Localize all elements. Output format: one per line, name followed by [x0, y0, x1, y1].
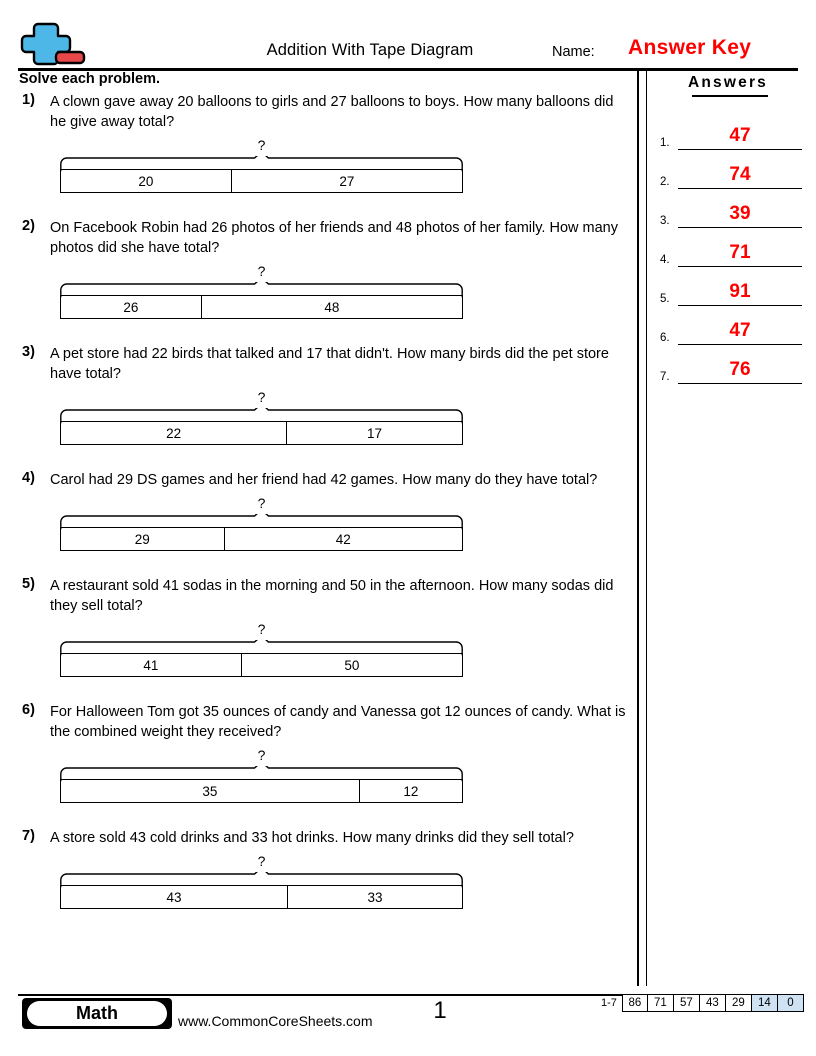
column-divider-thin	[646, 68, 647, 986]
name-label: Name:	[552, 44, 595, 60]
answers-title-underline	[692, 95, 768, 97]
problem-text: A pet store had 22 birds that talked and 17 that didn't. How many birds did the pet store have total?	[50, 346, 609, 382]
score-cell: 71	[648, 994, 674, 1012]
answer-row-line	[678, 227, 802, 228]
instructions-text: Solve each problem.	[19, 71, 161, 87]
tape-total-question-mark: ?	[257, 853, 266, 869]
tape-segment-left: 41	[61, 654, 242, 676]
score-cell: 43	[700, 994, 726, 1012]
tape-segment-left: 26	[61, 296, 202, 318]
tape-bar	[60, 295, 463, 319]
answer-key-label: Answer Key	[628, 36, 752, 59]
tape-bar	[60, 169, 463, 193]
problem-number: 5)	[22, 576, 35, 592]
tape-diagram	[60, 137, 463, 196]
problem-4	[0, 470, 636, 554]
problem-text: For Halloween Tom got 35 ounces of candy and Vanessa got 12 ounces of candy. What is the combined weight they received?	[50, 704, 626, 740]
answer-row-line	[678, 188, 802, 189]
tape-segment-left: 35	[61, 780, 360, 802]
problem-statement	[0, 218, 636, 258]
tape-diagram	[60, 495, 463, 554]
problem-text: A restaurant sold 41 sodas in the morning and 50 in the afternoon. How many sodas did they sell total?	[50, 578, 614, 614]
problem-text: On Facebook Robin had 26 photos of her friends and 48 photos of her family. How many photos did she have total?	[50, 220, 618, 256]
problem-7	[0, 828, 636, 912]
tape-segment-right: 50	[344, 657, 360, 673]
problem-1	[0, 92, 636, 196]
tape-diagram	[60, 389, 463, 448]
tape-segment-right: 33	[367, 889, 383, 905]
plus-minus-logo-icon	[18, 20, 86, 66]
page-title: Addition With Tape Diagram	[266, 41, 474, 59]
problem-statement	[0, 576, 636, 616]
problems-list	[0, 92, 636, 912]
problem-number: 2)	[22, 218, 35, 234]
answer-row-value: 76	[729, 359, 751, 380]
tape-bar	[60, 421, 463, 445]
answer-row-line	[678, 149, 802, 150]
answer-row-number: 3.	[660, 215, 670, 227]
answer-row	[660, 112, 806, 150]
tape-segment-left: 22	[61, 422, 287, 444]
problem-text: Carol had 29 DS games and her friend had 42 games. How many do they have total?	[50, 472, 598, 488]
subject-badge-label: Math	[27, 1001, 167, 1026]
problem-text: A clown gave away 20 balloons to girls and 27 balloons to boys. How many balloons did he give away total?	[50, 94, 614, 130]
answer-row-line	[678, 305, 802, 306]
tape-total-question-mark: ?	[257, 389, 266, 405]
tape-segment-right: 27	[339, 173, 355, 189]
answer-row-number: 2.	[660, 176, 670, 188]
answer-row-value: 91	[729, 281, 751, 302]
answers-panel-title: Answers	[687, 74, 768, 91]
answer-row-line	[678, 266, 802, 267]
problem-5	[0, 576, 636, 680]
answer-row	[660, 268, 806, 306]
site-url: www.CommonCoreSheets.com	[178, 1013, 373, 1029]
tape-segment-right: 48	[324, 299, 340, 315]
answer-row-line	[678, 344, 802, 345]
page-number: 1	[433, 997, 447, 1024]
tape-segment-right: 17	[367, 425, 383, 441]
tape-total-question-mark: ?	[257, 263, 266, 279]
answer-row-number: 1.	[660, 137, 670, 149]
answer-row-number: 7.	[660, 371, 670, 383]
tape-total-question-mark: ?	[257, 137, 266, 153]
problem-number: 1)	[22, 92, 35, 108]
problem-number: 7)	[22, 828, 35, 844]
tape-diagram	[60, 747, 463, 806]
tape-total-question-mark: ?	[257, 621, 266, 637]
problem-2	[0, 218, 636, 322]
tape-segment-left: 43	[61, 886, 288, 908]
score-cell: 0	[778, 994, 804, 1012]
tape-bar	[60, 527, 463, 551]
tape-diagram	[60, 263, 463, 322]
score-cell: 57	[674, 994, 700, 1012]
answer-row-value: 47	[729, 125, 751, 146]
tape-segment-left: 20	[61, 170, 232, 192]
tape-total-question-mark: ?	[257, 495, 266, 511]
problem-number: 4)	[22, 470, 35, 486]
tape-bar	[60, 779, 463, 803]
problem-statement	[0, 702, 636, 742]
problem-number: 6)	[22, 702, 35, 718]
problem-6	[0, 702, 636, 806]
answer-row-value: 74	[729, 164, 751, 185]
answer-row	[660, 151, 806, 189]
problem-number: 3)	[22, 344, 35, 360]
tape-total-question-mark: ?	[257, 747, 266, 763]
column-divider-thick	[637, 68, 639, 986]
answer-row-value: 39	[729, 203, 751, 224]
problem-statement	[0, 470, 636, 490]
score-cell: 29	[726, 994, 752, 1012]
subject-badge	[22, 998, 172, 1029]
tape-segment-right: 42	[335, 531, 351, 547]
tape-diagram	[60, 621, 463, 680]
score-table	[601, 994, 804, 1012]
score-cell: 86	[622, 994, 648, 1012]
problem-text: A store sold 43 cold drinks and 33 hot drinks. How many drinks did they sell total?	[50, 830, 574, 846]
answer-row-value: 71	[729, 242, 751, 263]
tape-bar	[60, 653, 463, 677]
answer-row	[660, 346, 806, 384]
tape-segment-right: 12	[403, 783, 419, 799]
answer-row-number: 6.	[660, 332, 670, 344]
tape-bar	[60, 885, 463, 909]
answer-row-number: 5.	[660, 293, 670, 305]
answer-row-value: 47	[729, 320, 751, 341]
answer-row	[660, 190, 806, 228]
tape-segment-left: 29	[61, 528, 225, 550]
answer-row-line	[678, 383, 802, 384]
score-range-label: 1-7	[601, 997, 617, 1009]
problem-3	[0, 344, 636, 448]
answer-row-number: 4.	[660, 254, 670, 266]
problem-statement	[0, 92, 636, 132]
score-cell: 14	[752, 994, 778, 1012]
problem-statement	[0, 344, 636, 384]
answer-row	[660, 229, 806, 267]
answer-row	[660, 307, 806, 345]
tape-diagram	[60, 853, 463, 912]
problem-statement	[0, 828, 636, 848]
page-header	[0, 0, 816, 72]
answers-panel	[650, 68, 816, 986]
